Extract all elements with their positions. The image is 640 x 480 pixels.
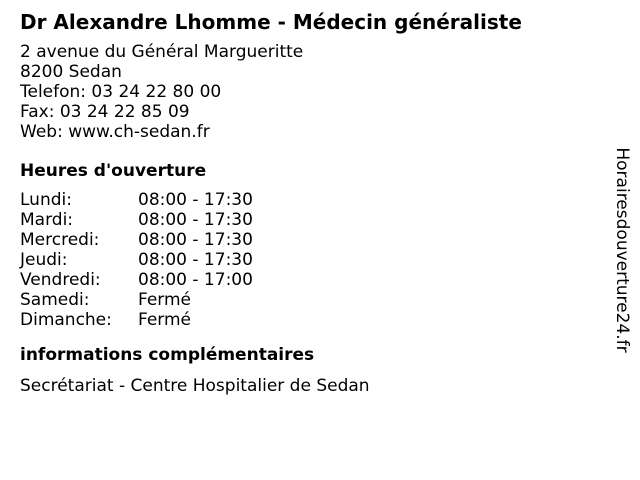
fax-number: Fax: 03 24 22 85 09 [20,102,190,122]
phone-number: Telefon: 03 24 22 80 00 [20,82,222,102]
day-label: Mardi: [20,210,74,230]
hours-row-friday [20,270,600,290]
hours-row-sunday [20,310,600,330]
hours-value: 08:00 - 17:30 [138,190,253,210]
website: Web: www.ch-sedan.fr [20,122,210,142]
hours-row-saturday [20,290,600,310]
hours-value: 08:00 - 17:30 [138,250,253,270]
hours-value: Fermé [138,310,192,330]
day-label: Jeudi: [20,250,68,270]
address-city: 8200 Sedan [20,62,122,82]
hours-row-wednesday [20,230,600,250]
hours-row-tuesday [20,210,600,230]
day-label: Mercredi: [20,230,100,250]
hours-row-monday [20,190,600,210]
day-label: Lundi: [20,190,72,210]
hours-value: 08:00 - 17:30 [138,210,253,230]
site-watermark: Horairesdouverture24.fr [612,147,632,353]
day-label: Dimanche: [20,310,112,330]
additional-info-text: Secrétariat - Centre Hospitalier de Sedan [20,376,370,396]
hours-value: Fermé [138,290,192,310]
hours-value: 08:00 - 17:30 [138,230,253,250]
hours-row-thursday [20,250,600,270]
day-label: Samedi: [20,290,90,310]
opening-hours-heading: Heures d'ouverture [20,161,207,181]
practice-card [20,8,600,396]
additional-info-heading: informations complémentaires [20,345,315,365]
practice-title: Dr Alexandre Lhomme - Médecin généraliste [20,10,522,34]
opening-hours-table [20,190,600,330]
address-street: 2 avenue du Général Margueritte [20,42,304,62]
day-label: Vendredi: [20,270,101,290]
hours-value: 08:00 - 17:00 [138,270,253,290]
